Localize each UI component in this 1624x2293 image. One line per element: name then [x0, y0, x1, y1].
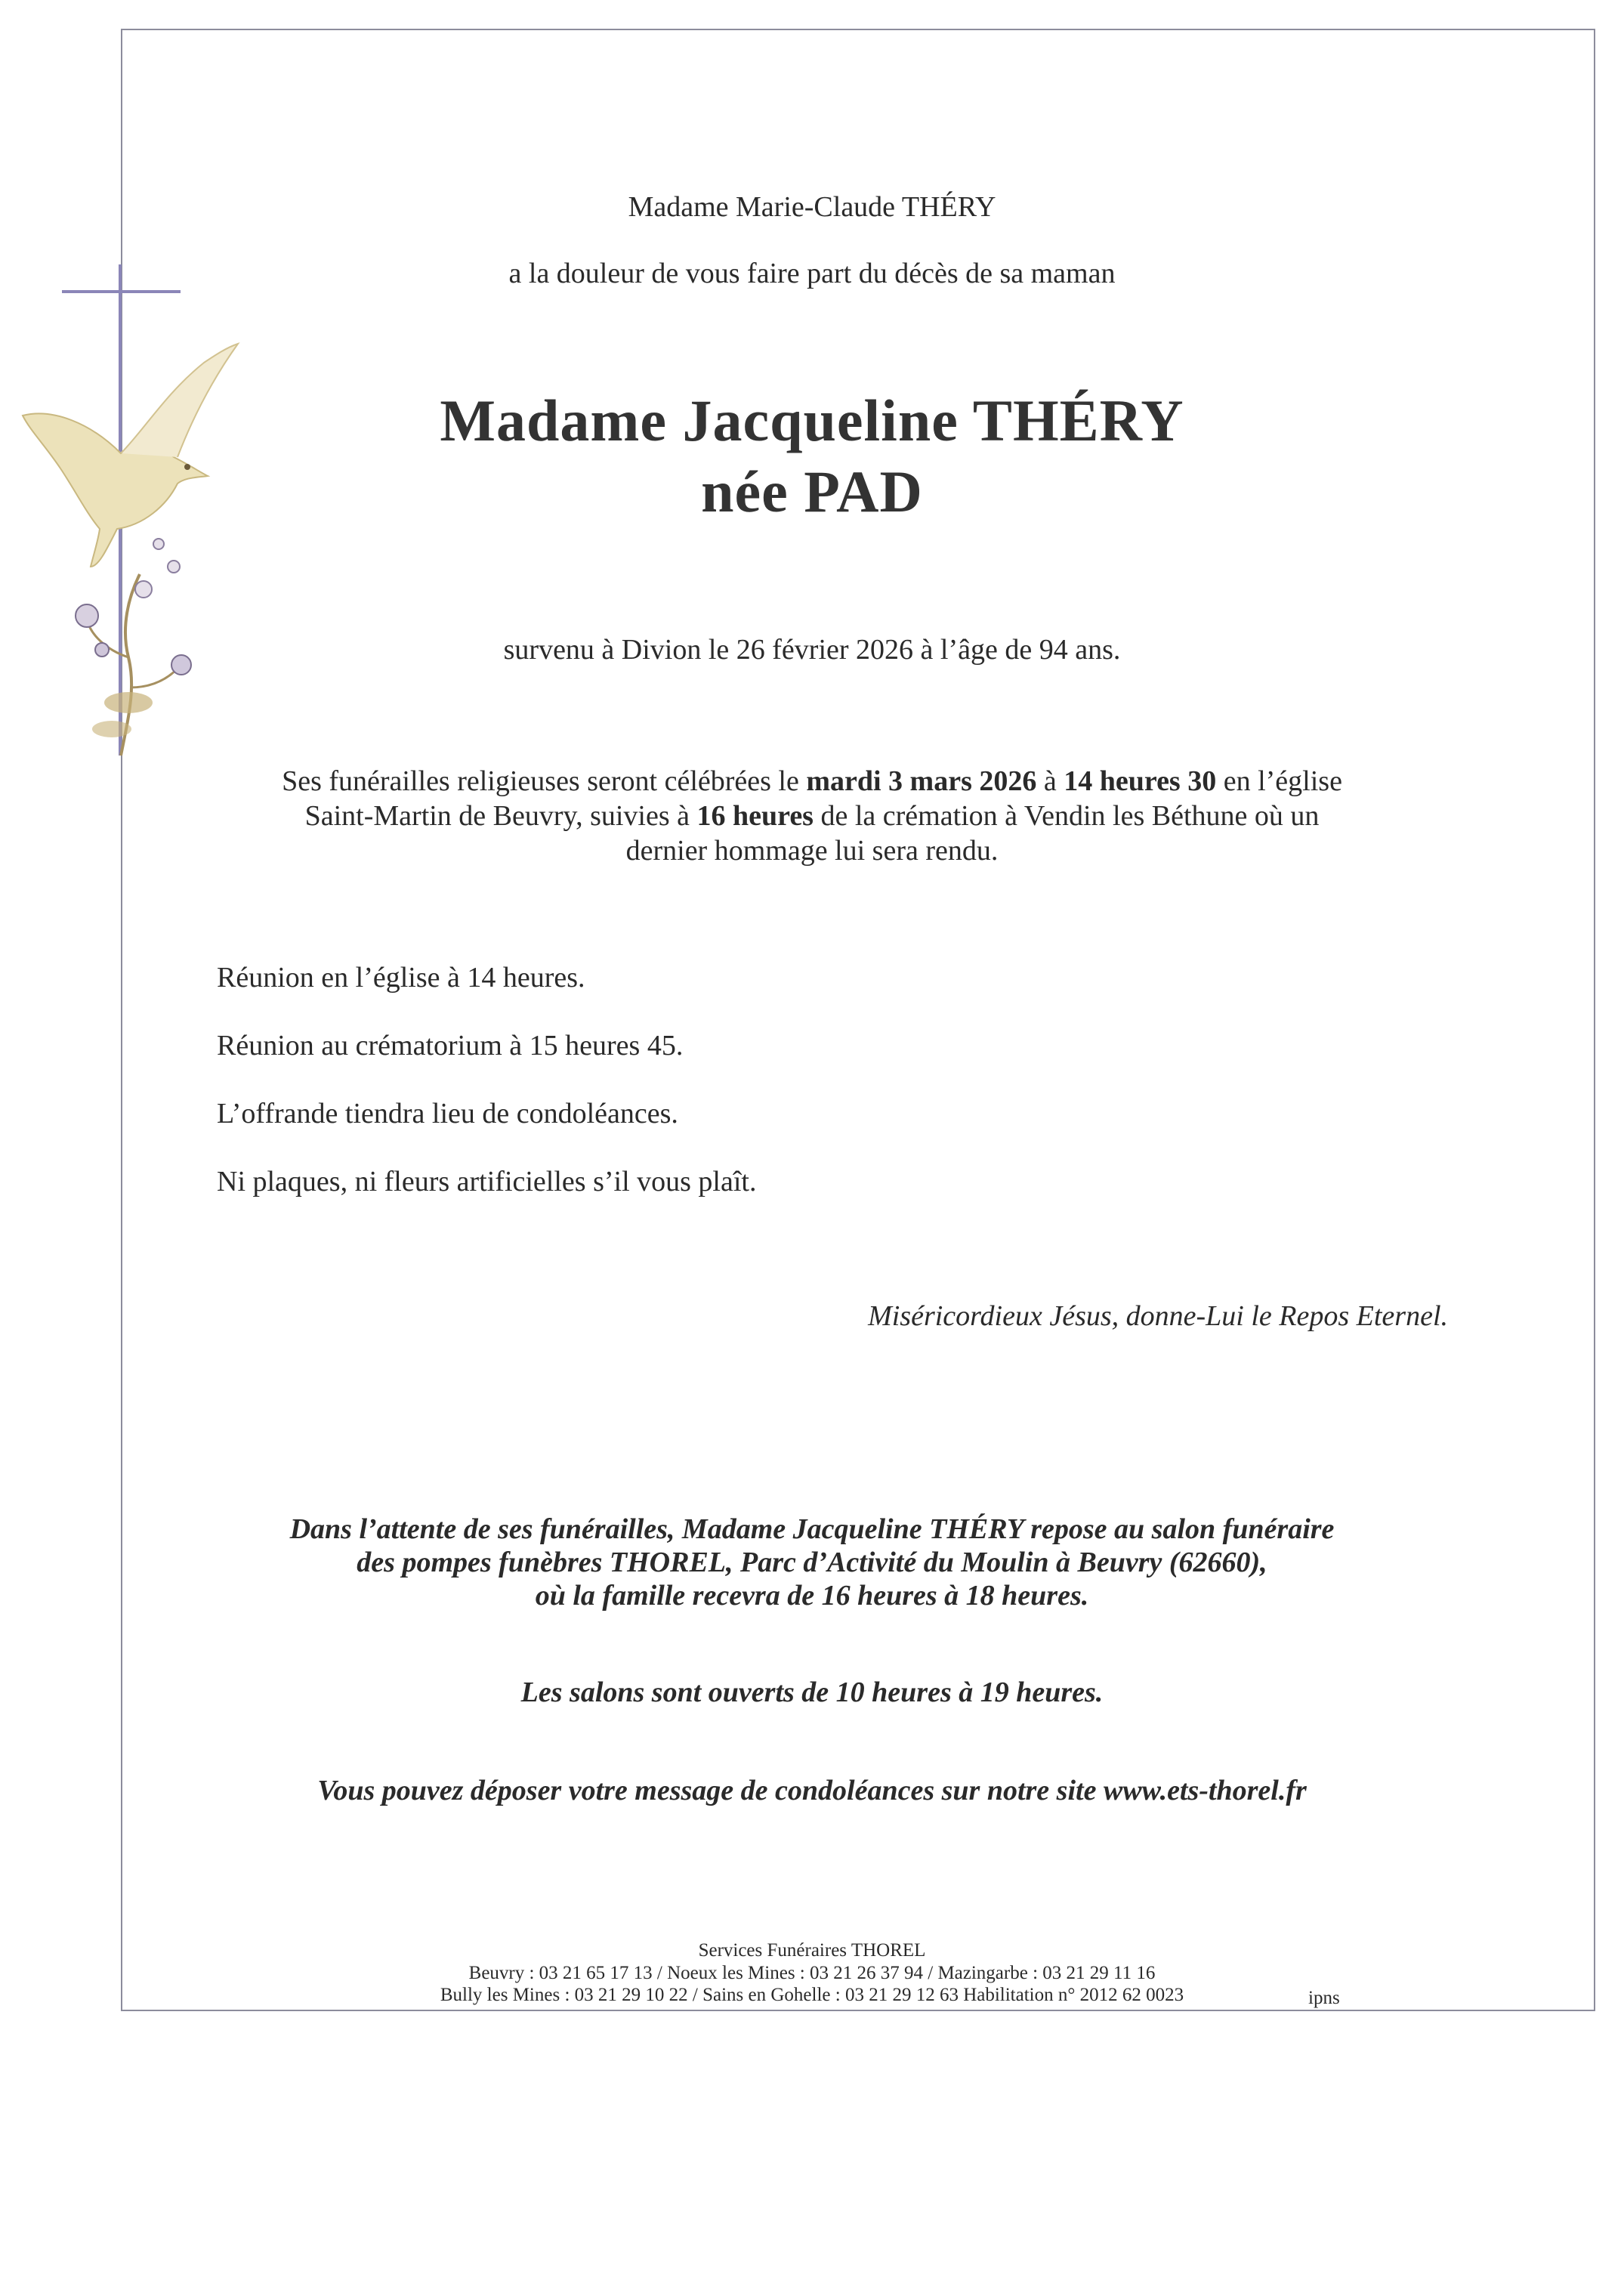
funeral-line-1	[0, 765, 1624, 798]
dove-icon	[23, 344, 238, 567]
salon-hours: Les salons sont ouverts de 10 heures à 19 heures.	[520, 1676, 1104, 1708]
funeral-line-3: dernier hommage lui sera rendu.	[625, 835, 999, 867]
funeral-line-2	[0, 799, 1624, 833]
funeral-time: 14 heures 30	[1064, 765, 1217, 797]
note-crematorium-meeting: Réunion au crématorium à 15 heures 45.	[217, 1030, 684, 1062]
sender-name: Madame Marie-Claude THÉRY	[628, 191, 996, 223]
note-offering: L’offrande tiendra lieu de condoléances.	[217, 1098, 678, 1130]
footer-contacts-2: Bully les Mines : 03 21 29 10 22 / Sains en Gohelle : 03 21 29 12 63 Habilitation n° 2012 62 0023	[440, 1985, 1184, 2005]
note-church-meeting: Réunion en l’église à 14 heures.	[217, 962, 585, 994]
page-frame	[121, 29, 1595, 2011]
cremation-time: 16 heures	[696, 800, 814, 832]
funeral-text: Saint-Martin de Beuvry, suivies à	[304, 800, 697, 832]
vigil-line-3: où la famille recevra de 16 heures à 18 heures.	[535, 1580, 1089, 1612]
funeral-text: de la crémation à Vendin les Béthune où un	[813, 800, 1320, 832]
death-details: survenu à Divion le 26 février 2026 à l’âge de 94 ans.	[503, 634, 1121, 666]
funeral-text: à	[1036, 765, 1064, 797]
funeral-text: en l’église	[1216, 765, 1342, 797]
website-message: Vous pouvez déposer votre message de condoléances sur notre site www.ets-thorel.fr	[317, 1775, 1307, 1806]
vigil-line-2: des pompes funèbres THOREL, Parc d’Activité du Moulin à Beuvry (62660),	[357, 1547, 1267, 1578]
deceased-name: Madame Jacqueline THÉRY	[440, 388, 1184, 453]
deceased-maiden-name: née PAD	[701, 459, 923, 524]
footer-company: Services Funéraires THOREL	[698, 1940, 926, 1961]
funeral-text: Ses funérailles religieuses seront célébrées le	[282, 765, 807, 797]
footer-mark: ipns	[1308, 1988, 1340, 2008]
prayer: Miséricordieux Jésus, donne-Lui le Repos Eternel.	[868, 1300, 1448, 1332]
announcement: a la douleur de vous faire part du décès de sa maman	[508, 258, 1116, 289]
note-no-flowers: Ni plaques, ni fleurs artificielles s’il vous plaît.	[217, 1166, 757, 1197]
funeral-date: mardi 3 mars 2026	[806, 765, 1037, 797]
footer-contacts-1: Beuvry : 03 21 65 17 13 / Noeux les Mines : 03 21 26 37 94 / Mazingarbe : 03 21 29 11 16	[468, 1963, 1156, 1983]
vigil-line-1: Dans l’attente de ses funérailles, Madame Jacqueline THÉRY repose au salon funéraire	[289, 1513, 1335, 1545]
